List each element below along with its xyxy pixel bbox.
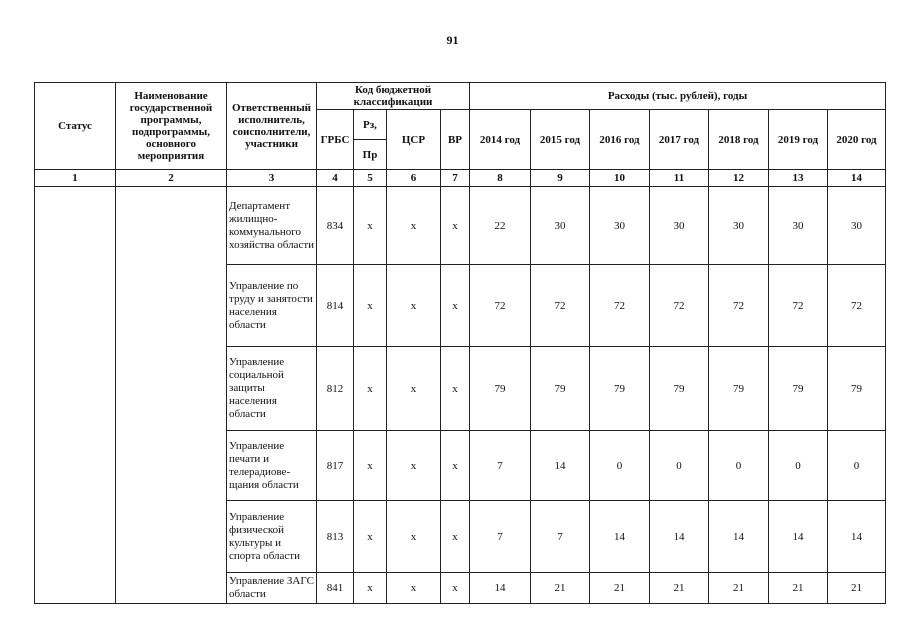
value-cell: 21 [769,573,828,604]
column-number: 9 [531,170,590,187]
value-cell: 30 [531,187,590,265]
header-csr: ЦСР [387,110,441,170]
column-number: 6 [387,170,441,187]
value-cell: 72 [709,265,769,347]
value-cell: 14 [590,501,650,573]
column-number: 8 [470,170,531,187]
executor-cell: Департамент жилищно-коммунального хозяйства области [227,187,317,265]
vr-cell: х [441,347,470,431]
value-cell: 21 [650,573,709,604]
value-cell: 0 [590,431,650,501]
status-cell [35,187,116,604]
value-cell: 30 [828,187,886,265]
grbs-cell: 813 [317,501,354,573]
value-cell: 79 [590,347,650,431]
column-number: 14 [828,170,886,187]
column-number: 10 [590,170,650,187]
header-expenses: Расходы (тыс. рублей), годы [470,83,886,110]
value-cell: 0 [650,431,709,501]
value-cell: 7 [531,501,590,573]
rzpr-cell: х [354,265,387,347]
value-cell: 22 [470,187,531,265]
value-cell: 79 [650,347,709,431]
header-budget-code: Код бюджетной классификации [317,83,470,110]
value-cell: 14 [531,431,590,501]
value-cell: 14 [828,501,886,573]
value-cell: 30 [650,187,709,265]
header-year: 2019 год [769,110,828,170]
executor-cell: Управление печати и телерадиове-щания области [227,431,317,501]
column-number: 5 [354,170,387,187]
csr-cell: х [387,431,441,501]
value-cell: 0 [828,431,886,501]
value-cell: 79 [470,347,531,431]
value-cell: 72 [470,265,531,347]
value-cell: 30 [590,187,650,265]
value-cell: 72 [531,265,590,347]
csr-cell: х [387,501,441,573]
header-year: 2014 год [470,110,531,170]
executor-cell: Управление социальной защиты населения области [227,347,317,431]
grbs-cell: 817 [317,431,354,501]
column-number-row [35,170,886,187]
header-executor: Ответственный исполнитель, соисполнители, участники [227,83,317,170]
value-cell: 79 [531,347,590,431]
value-cell: 72 [650,265,709,347]
value-cell: 7 [470,431,531,501]
header-grbs: ГРБС [317,110,354,170]
header-vr: ВР [441,110,470,170]
rzpr-cell: х [354,573,387,604]
rzpr-cell: х [354,187,387,265]
value-cell: 21 [590,573,650,604]
csr-cell: х [387,347,441,431]
value-cell: 7 [470,501,531,573]
column-number: 1 [35,170,116,187]
vr-cell: х [441,501,470,573]
column-number: 4 [317,170,354,187]
value-cell: 30 [709,187,769,265]
value-cell: 79 [769,347,828,431]
executor-cell: Управление физической культуры и спорта области [227,501,317,573]
value-cell: 14 [709,501,769,573]
column-number: 7 [441,170,470,187]
column-number: 11 [650,170,709,187]
executor-cell: Управление по труду и занятости населения области [227,265,317,347]
program-name-cell [116,187,227,604]
value-cell: 21 [531,573,590,604]
grbs-cell: 814 [317,265,354,347]
header-program-name: Наименование государственной программы, подпрограммы, основного мероприятия [116,83,227,170]
rzpr-cell: х [354,501,387,573]
header-year: 2015 год [531,110,590,170]
vr-cell: х [441,573,470,604]
value-cell: 21 [709,573,769,604]
value-cell: 14 [470,573,531,604]
value-cell: 72 [590,265,650,347]
value-cell: 0 [769,431,828,501]
header-status: Статус [35,83,116,170]
value-cell: 0 [709,431,769,501]
value-cell: 30 [769,187,828,265]
value-cell: 14 [769,501,828,573]
value-cell: 79 [709,347,769,431]
vr-cell: х [441,265,470,347]
header-year: 2016 год [590,110,650,170]
value-cell: 79 [828,347,886,431]
header-year: 2020 год [828,110,886,170]
column-number: 12 [709,170,769,187]
csr-cell: х [387,265,441,347]
header-year: 2017 год [650,110,709,170]
vr-cell: х [441,431,470,501]
rzpr-cell: х [354,431,387,501]
page-number: 91 [446,33,459,47]
budget-table [34,82,886,604]
value-cell: 72 [769,265,828,347]
column-number: 3 [227,170,317,187]
vr-cell: х [441,187,470,265]
header-year: 2018 год [709,110,769,170]
column-number: 13 [769,170,828,187]
value-cell: 72 [828,265,886,347]
csr-cell: х [387,187,441,265]
csr-cell: х [387,573,441,604]
header-rz: Рз, [354,110,387,140]
header-pr: Пр [354,140,387,170]
column-number: 2 [116,170,227,187]
value-cell: 21 [828,573,886,604]
grbs-cell: 841 [317,573,354,604]
grbs-cell: 812 [317,347,354,431]
executor-cell: Управление ЗАГС области [227,573,317,604]
value-cell: 14 [650,501,709,573]
grbs-cell: 834 [317,187,354,265]
table-row [35,187,886,265]
rzpr-cell: х [354,347,387,431]
